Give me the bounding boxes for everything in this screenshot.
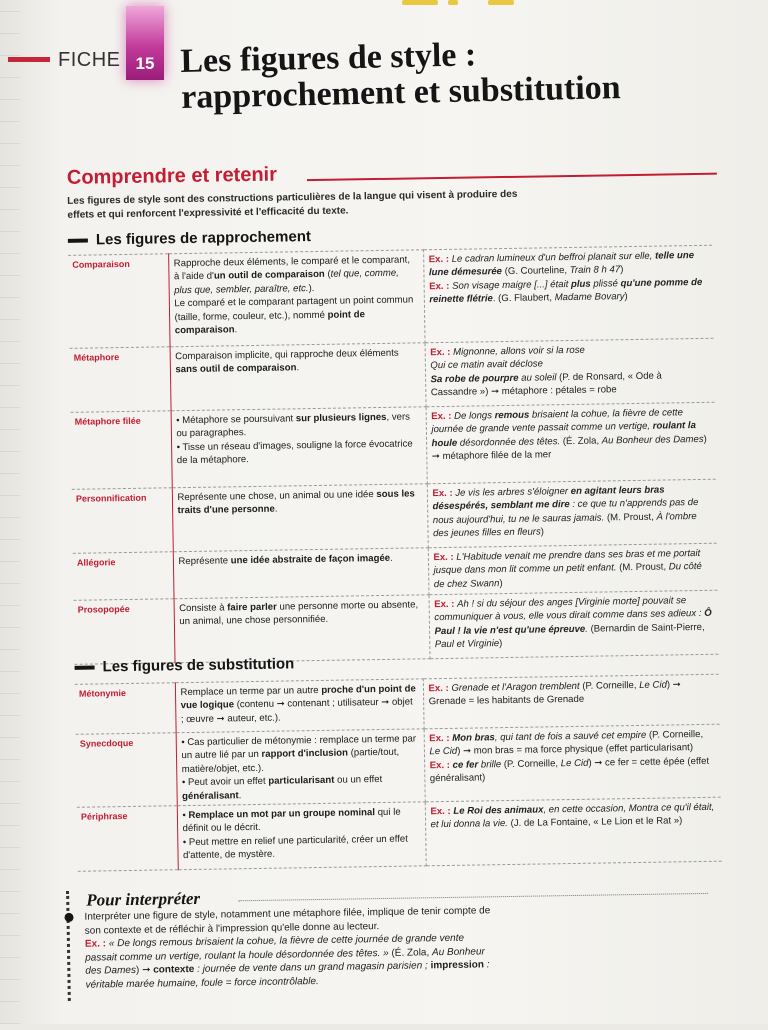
text-run: Sa robe de pourpre bbox=[430, 372, 519, 386]
text-run: Représente une chose, un animal ou une idée bbox=[177, 489, 377, 504]
section-title-rule bbox=[307, 173, 717, 181]
text-run: Ex. : bbox=[434, 598, 458, 611]
text-run: « De longs remous brisaient la cohue, la fièvre de cette journée de grande vente passait comme un vertige, roulant la houle désordonnée des têtes. » bbox=[85, 932, 465, 964]
text-run: Le cadran lumineux d'un beffroi planait sur elle, bbox=[451, 250, 656, 265]
text-run: Au Bonheur des Dames bbox=[601, 433, 704, 447]
text-run: une idée abstraite de façon imagée bbox=[230, 552, 391, 567]
text-run: : ce que tu n'apprends pas de nous aujourd'hui, tu ne le sauras jamais. bbox=[432, 497, 699, 526]
text-run: Le Cid bbox=[429, 746, 458, 758]
text-run: Au Bonheur des Dames bbox=[85, 946, 485, 978]
figure-term: Allégorie bbox=[73, 552, 174, 601]
text-run: • Tisse un réseau d'images, souligne la force évocatrice de la métaphore. bbox=[176, 438, 413, 467]
text-run: Ex. : bbox=[84, 938, 109, 950]
text-run: ) bbox=[540, 526, 545, 538]
text-run: Ex. : bbox=[430, 805, 454, 818]
text-run: ) ➞ bbox=[135, 964, 154, 977]
text-run: faire parler bbox=[227, 601, 277, 614]
text-run: Train 8 h 47 bbox=[569, 264, 621, 277]
fiche-number: 15 bbox=[135, 54, 155, 73]
text-run: Le Cid bbox=[560, 757, 589, 770]
heading-dash bbox=[75, 666, 95, 670]
text-run: Ex. : bbox=[429, 280, 453, 293]
text-run: L'Habitude venait me prendre dans ses bras et me portait jusque dans mon lit comme un petit enfant. bbox=[433, 547, 701, 577]
figure-row bbox=[68, 245, 713, 348]
text-run: Mon bras bbox=[452, 732, 495, 744]
text-run: ) bbox=[620, 264, 624, 276]
text-run: brisaient la cohue, la fièvre de cette journée de grande vente passait comme un vertige, bbox=[431, 407, 683, 436]
text-run: Consiste à bbox=[179, 602, 228, 615]
text-run: roulant la houle bbox=[431, 420, 696, 449]
fiche-label: FICHE bbox=[58, 49, 121, 71]
page-title-line-1: Les figures de style : bbox=[179, 36, 477, 80]
pour-interpreter-title: Pour interpréter bbox=[86, 888, 201, 910]
text-run: ) bbox=[624, 291, 628, 303]
text-run: point de comparaison bbox=[174, 308, 366, 337]
figure-term: Métonymie bbox=[75, 683, 176, 735]
text-run: Je vis les arbres s'éloigner bbox=[455, 486, 571, 499]
text-run: ) ➞ mon bras = ma force physique (effet particularisant) bbox=[457, 742, 694, 758]
rapprochement-table bbox=[68, 245, 718, 665]
text-run: Qui ce matin avait déclose bbox=[430, 358, 544, 372]
text-run: (P. Corneille, bbox=[646, 728, 704, 741]
text-run: Ex. : bbox=[428, 682, 452, 695]
text-run: désordonnée des têtes. bbox=[457, 435, 561, 449]
substitution-heading-text: Les figures de substitution bbox=[102, 655, 295, 676]
text-run: . bbox=[585, 623, 588, 635]
text-run: (P. Corneille, bbox=[501, 758, 561, 770]
text-run: particularisant bbox=[268, 774, 335, 788]
text-run: (M. Proust, bbox=[604, 511, 657, 524]
text-run: Comparaison implicite, qui rapproche deux éléments bbox=[175, 347, 399, 363]
text-run: Du côté de chez Swann bbox=[433, 561, 702, 590]
figure-definition bbox=[176, 729, 425, 806]
text-run: Ex. : bbox=[429, 732, 453, 745]
figure-example bbox=[425, 797, 722, 866]
figure-example bbox=[425, 338, 715, 407]
text-run: (J. de La Fontaine, « Le Lion et le Rat ») bbox=[507, 815, 683, 830]
rapprochement-heading bbox=[68, 228, 311, 249]
figure-example bbox=[424, 724, 721, 802]
text-run: Ô Paul ! la vie n'est qu'une épreuve bbox=[434, 608, 712, 637]
text-run: • Métaphore se poursuivant bbox=[176, 413, 296, 427]
text-run: brille bbox=[478, 758, 502, 771]
figure-term: Métaphore bbox=[70, 347, 171, 413]
text-run: généralisant bbox=[182, 789, 239, 802]
text-run: plus bbox=[570, 278, 591, 290]
text-run: qu'une pomme de reinette flétrie bbox=[429, 276, 703, 306]
text-run: ) ➞ ce fer = cette épée (effet généralisant) bbox=[429, 755, 710, 785]
figure-term: Métaphore filée bbox=[71, 411, 172, 490]
text-run: rapport d'inclusion bbox=[261, 747, 349, 761]
text-run: sous les traits d'une personne bbox=[177, 488, 415, 517]
figure-row bbox=[71, 402, 716, 489]
figure-term: Périphrase bbox=[77, 806, 178, 872]
figure-definition bbox=[173, 548, 429, 599]
text-run: proche d'un point de vue logique bbox=[180, 683, 416, 712]
text-run: Son visage maigre [...] était bbox=[452, 278, 572, 292]
text-run: tel que, comme, plus que, sembler, paraître, etc. bbox=[174, 268, 399, 297]
figure-row bbox=[76, 724, 721, 807]
section-intro: Les figures de style sont des constructions particulières de la langue qui visent à produire des effets et qui renforcent l'expressivité et l'efficacité du texte. bbox=[67, 188, 518, 221]
text-run: ) bbox=[499, 577, 503, 589]
figure-term: Personnification bbox=[72, 488, 173, 554]
figure-row bbox=[77, 797, 722, 871]
text-run: ce fer bbox=[452, 759, 479, 771]
substitution-rows bbox=[75, 674, 722, 871]
page-title-line-2: rapprochement et substitution bbox=[180, 69, 622, 116]
text-run: (M. Proust, bbox=[616, 561, 669, 574]
figure-row bbox=[72, 479, 717, 553]
text-run: ou un effet bbox=[334, 774, 383, 786]
text-run: plissé bbox=[590, 278, 621, 290]
text-run: Interpréter une figure de style, notamment une métaphore filée, implique de tenir compte de son contexte et de réfléchir à l'impression qu'elle donne au lecteur. bbox=[84, 905, 491, 937]
text-run: Grenade et l'Aragon tremblent bbox=[451, 680, 580, 694]
text-run: Ex. : bbox=[432, 487, 456, 500]
pour-interpreter-text bbox=[84, 904, 495, 992]
figure-definition bbox=[175, 679, 424, 733]
text-run: (G. Courteline, bbox=[501, 265, 570, 278]
text-run: Représente bbox=[178, 555, 231, 568]
text-run: (É. Zola, bbox=[560, 435, 602, 447]
rapprochement-rows bbox=[68, 245, 718, 664]
text-run: (É. Zola, bbox=[388, 947, 433, 959]
text-run: ). bbox=[308, 282, 315, 294]
section-title: Comprendre et retenir bbox=[66, 163, 278, 189]
text-run: . (G. Flaubert, bbox=[492, 292, 555, 305]
figure-term: Comparaison bbox=[68, 254, 169, 349]
figure-example bbox=[428, 543, 718, 595]
text-run: Le Roi des animaux bbox=[453, 804, 544, 817]
text-run: Rapproche deux éléments, le comparé et le comparant, à l'aide d' bbox=[173, 254, 411, 283]
dotted-margin-rule bbox=[66, 891, 74, 1001]
text-run: (Bernardin de Saint-Pierre, bbox=[587, 621, 705, 635]
figure-definition bbox=[177, 802, 426, 870]
rapprochement-heading-text: Les figures de rapprochement bbox=[95, 228, 312, 249]
text-run: : journée de vente dans un grand magasin parisien ; bbox=[194, 960, 431, 976]
figure-example bbox=[426, 402, 716, 484]
text-run: au soleil bbox=[518, 372, 557, 384]
text-run: Ex. : bbox=[433, 551, 457, 564]
text-run: en agitant leurs bras désespérés, semblant me dire bbox=[432, 484, 665, 513]
text-run: Le Cid bbox=[639, 679, 667, 691]
text-run: , vers ou paragraphes. bbox=[176, 411, 411, 440]
figure-definition bbox=[168, 250, 424, 347]
text-run: ) ➞ Grenade = les habitants de Grenade bbox=[428, 679, 681, 708]
figure-definition bbox=[170, 343, 426, 411]
bullet-icon bbox=[64, 913, 73, 922]
text-run: sur plusieurs lignes bbox=[295, 411, 387, 425]
figure-term: Prosopopée bbox=[74, 599, 175, 665]
text-run: , en cette occasion, Montra ce qu'il était, et lui donna la vie. bbox=[430, 801, 715, 831]
substitution-table bbox=[75, 674, 722, 872]
substitution-heading bbox=[74, 655, 294, 675]
text-run: . bbox=[234, 324, 238, 336]
text-run: telle une lune démesurée bbox=[428, 250, 695, 279]
text-run: une personne morte ou absente, un animal, une chose personnifiée. bbox=[179, 599, 419, 628]
figure-row bbox=[74, 590, 719, 664]
text-run: , qui tant de fois a sauvé cet empire bbox=[494, 729, 647, 744]
text-run: Madame Bovary bbox=[554, 291, 625, 304]
text-run: sans outil de comparaison bbox=[175, 362, 297, 376]
text-run: (partie/tout, matière/objet, etc.). bbox=[181, 747, 400, 775]
text-run: . bbox=[274, 504, 278, 516]
text-run: Remplace un terme par un autre bbox=[180, 684, 322, 699]
text-run: . bbox=[296, 362, 300, 374]
text-run: ( bbox=[324, 269, 331, 281]
text-run: Mignonne, allons voir si la rose bbox=[453, 344, 585, 358]
text-run: Paul et Virginie bbox=[434, 638, 500, 651]
text-run: À l'ombre des jeunes filles en fleurs bbox=[432, 510, 697, 540]
figure-term: Synecdoque bbox=[76, 733, 177, 808]
text-run: Ex. : bbox=[431, 410, 455, 423]
text-run: ) bbox=[499, 638, 503, 650]
text-run: (contenu ➞ contenant ; utilisateur ➞ objet ; œuvre ➞ auteur, etc.). bbox=[180, 696, 413, 725]
heading-dash bbox=[68, 239, 88, 243]
text-run: . bbox=[238, 789, 242, 801]
text-run: qui le définit ou le décrit. bbox=[182, 806, 401, 835]
text-run: : véritable marée humaine, foule = force incontrôlable. bbox=[85, 959, 490, 991]
text-run: • Peut avoir un effet bbox=[181, 776, 269, 789]
figure-example bbox=[428, 590, 718, 659]
text-run: remous bbox=[494, 409, 530, 422]
text-run: (P. de Ronsard, « Ode à Cassandre ») ➞ métaphore : pétales = robe bbox=[430, 370, 662, 399]
text-run: Ex. : bbox=[428, 253, 452, 266]
text-run: un outil de comparaison bbox=[213, 269, 325, 282]
text-run: ) ➞ métaphore filée de la mer bbox=[431, 433, 707, 463]
text-run: Remplace un mot par un groupe nominal bbox=[188, 807, 376, 822]
text-run: . bbox=[390, 552, 393, 564]
figure-example bbox=[423, 245, 713, 343]
text-run: Le comparé et le comparant partagent un point commun (taille, forme, couleur, etc.), nommé bbox=[174, 294, 414, 323]
text-run: impression bbox=[430, 959, 485, 972]
pour-interpreter-rule bbox=[238, 893, 708, 902]
figure-row bbox=[70, 338, 715, 412]
figure-example bbox=[427, 479, 717, 548]
text-run: • Cas particulier de métonymie : remplace un terme par un autre lié par un bbox=[181, 733, 417, 762]
text-run: Ex. : bbox=[429, 759, 453, 772]
figure-definition bbox=[172, 484, 428, 552]
text-run: • bbox=[182, 810, 189, 822]
text-run: De longs bbox=[454, 410, 495, 422]
text-run: (P. Corneille, bbox=[579, 679, 640, 692]
figure-definition bbox=[171, 407, 427, 488]
text-run: Ex. : bbox=[430, 346, 454, 359]
text-run: contexte bbox=[153, 964, 195, 976]
text-run: • Peut mettre en relief une particularité, créer un effet d'attente, de mystère. bbox=[182, 833, 408, 862]
figure-definition bbox=[174, 595, 430, 663]
figure-example bbox=[423, 674, 720, 729]
text-run: Ah ! si du séjour des anges [Virginie morte] pouvait se communiquer à vous, elle vous dirait comme dans ses adieux : bbox=[434, 595, 705, 624]
